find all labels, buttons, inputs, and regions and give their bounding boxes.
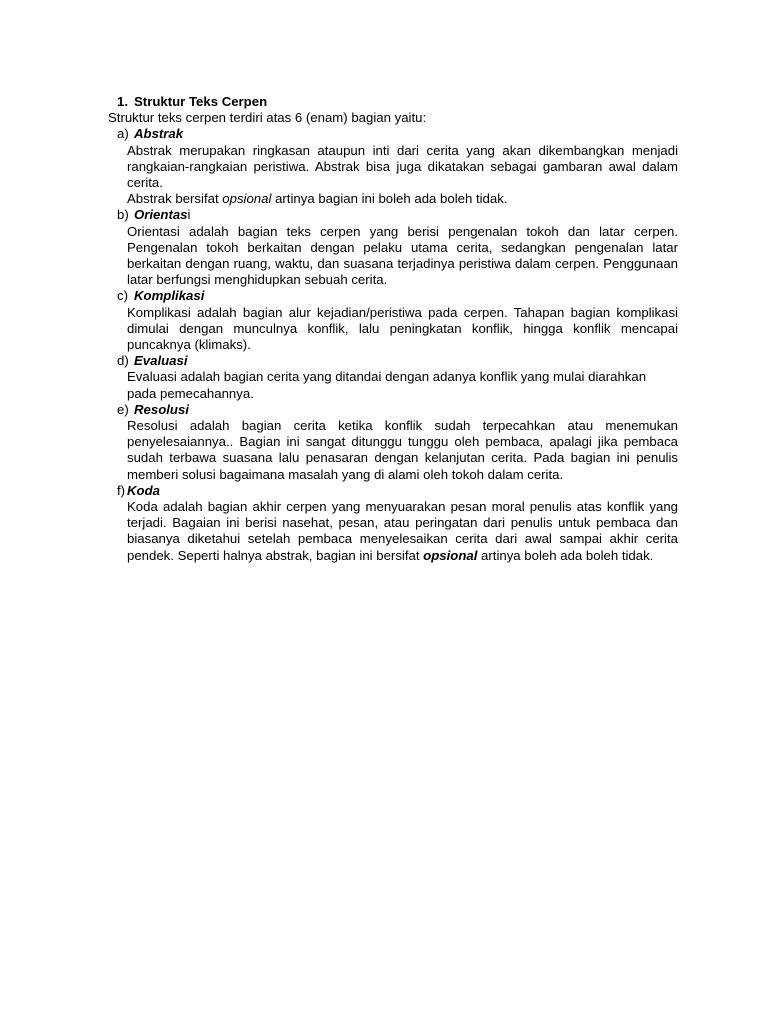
- heading-number: 1.: [117, 94, 128, 109]
- paragraph: [127, 191, 678, 207]
- emphasis-text: opsional: [423, 547, 478, 563]
- section-title-abstrak: [117, 126, 678, 142]
- text-run: Koda adalah bagian akhir cerpen yang menyuarakan pesan moral penulis atas konflik yang terjadi. Bagaian ini berisi nasehat, pesan, atau peringatan dari penulis untuk pembaca dan biasanya diketahui setelah pembaca menyelesaikan cerita dari awal sampai akhir cerita pendek. Seperti halnya abstrak, bagian ini bersifat: [127, 499, 678, 563]
- emphasis-text: opsional: [222, 191, 272, 207]
- list-marker: f): [117, 482, 126, 498]
- intro-text: Struktur teks cerpen terdiri atas 6 (enam) bagian yaitu:: [108, 110, 427, 126]
- section-name: Evaluasi: [134, 353, 188, 369]
- section-name: Orientas: [134, 207, 188, 223]
- paragraph: [127, 499, 678, 564]
- section-title-koda: [117, 483, 678, 499]
- list-marker: b): [117, 207, 129, 223]
- paragraph: Resolusi adalah bagian cerita ketika konflik sudah terpecahkan atau menemukan penyelesaiannya.. Bagian ini sangat ditunggu tunggu oleh pembaca, apalagi jika pembaca sudah terbawa suasana lalu penasaran dengan kelanjutan cerita. Pada bagian ini penulis memberi solusi bagaimana masalah yang di alami oleh tokoh dalam cerita.: [127, 418, 678, 482]
- list-marker: a): [117, 126, 129, 142]
- text-run: artinya boleh ada boleh tidak.: [477, 547, 654, 563]
- section-title-komplikasi: [117, 288, 678, 304]
- section-title-resolusi: [117, 402, 678, 418]
- document-page: [108, 94, 678, 564]
- section-name: Koda: [127, 482, 160, 498]
- list-marker: e): [117, 401, 129, 417]
- paragraph: Evaluasi adalah bagian cerita yang ditandai dengan adanya konflik yang mulai diarahkan pada pemecahannya.: [127, 369, 647, 401]
- section-title-orientasi: [117, 207, 678, 223]
- section-title-evaluasi: [117, 353, 678, 369]
- paragraph: Orientasi adalah bagian teks cerpen yang berisi pengenalan tokoh dan latar cerpen. Pengenalan tokoh berkaitan dengan pelaku utama cerita, sedangkan pengenalan latar berkaitan dengan ruang, waktu, dan suasana terjadinya peristiwa dalam cerpen. Penggunaan latar berfungsi menghidupkan sebuah cerita.: [127, 223, 678, 288]
- list-marker: c): [117, 288, 128, 304]
- list-marker: d): [117, 353, 129, 369]
- section-name: Abstrak: [134, 126, 184, 142]
- section-name-suffix: i: [187, 207, 191, 223]
- paragraph: Komplikasi adalah bagian alur kejadian/peristiwa pada cerpen. Tahapan bagian komplikasi dimulai dengan munculnya konflik, lalu peningkatan konflik, hingga konflik mencapai puncaknya (klimaks).: [127, 304, 678, 353]
- paragraph: Abstrak merupakan ringkasan ataupun inti dari cerita yang akan dikembangkan menjadi rangkaian-rangkaian peristiwa. Abstrak bisa juga dikatakan sebagai gambaran awal dalam cerita.: [127, 142, 678, 191]
- section-name: Resolusi: [134, 401, 189, 417]
- text-run: artinya bagian ini boleh ada boleh tidak.: [271, 191, 508, 207]
- section-heading: [117, 94, 678, 110]
- heading-title: Struktur Teks Cerpen: [134, 94, 268, 109]
- section-name: Komplikasi: [134, 288, 205, 304]
- text-run: Abstrak bersifat: [127, 191, 223, 207]
